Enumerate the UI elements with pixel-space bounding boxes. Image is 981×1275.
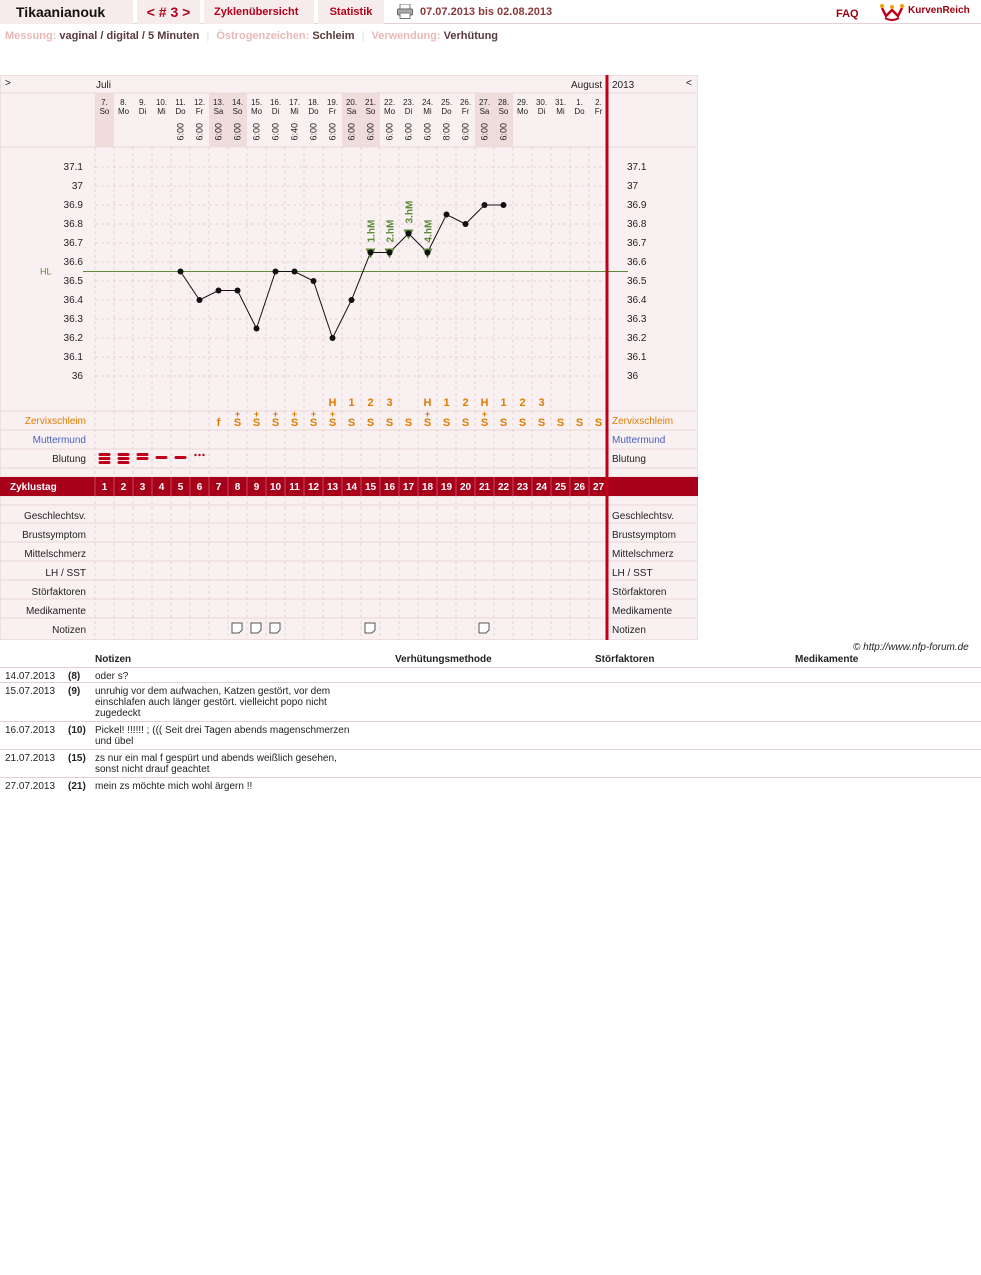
crown-icon <box>880 2 904 22</box>
y-tick-right: 36.3 <box>627 314 647 325</box>
note-text: mein zs möchte mich wohl ärgern !! <box>95 781 253 792</box>
weekday: Mi <box>290 107 299 116</box>
use-value: Verhütung <box>443 30 499 42</box>
day-number: 11. <box>175 98 186 107</box>
mucus-symbol: S <box>385 417 394 429</box>
measure-time: 6:00 <box>213 123 224 141</box>
day-number: 9. <box>139 98 146 107</box>
bleeding-mark <box>156 456 168 459</box>
temperature-point[interactable] <box>292 269 298 275</box>
mucus-symbol: S <box>271 417 280 429</box>
day-number: 13. <box>212 98 225 107</box>
settings-info: Messung: vaginal / digital / 5 Minuten | Östrogenzeichen: Schleim | Verwendung: Verhütung <box>5 30 499 42</box>
day-number: 2. <box>595 98 602 107</box>
temperature-point[interactable] <box>501 202 507 208</box>
row-label-notizen: Notizen <box>52 625 86 636</box>
cycle-day-number: 12 <box>307 482 320 493</box>
cycle-day-number: 19 <box>440 482 453 493</box>
y-tick-right: 37 <box>627 181 639 192</box>
bleeding-mark <box>99 457 111 460</box>
measure-time: 6:00 <box>175 123 186 141</box>
weekday: Di <box>537 107 546 116</box>
temperature-point[interactable] <box>330 335 336 341</box>
measure-time: 6:00 <box>498 123 509 141</box>
table-row <box>0 777 981 793</box>
spotting-dot <box>198 454 200 456</box>
cycle-day-number: 27 <box>592 482 605 493</box>
cycle-day-number: 15 <box>364 482 377 493</box>
spotting-dot <box>194 454 196 456</box>
day-number: 24. <box>421 98 434 107</box>
weekday: Di <box>404 107 413 116</box>
day-number: 16. <box>269 98 282 107</box>
cycle-day-number: 26 <box>573 482 586 493</box>
cycle-day-number: 20 <box>459 482 472 493</box>
bleeding-mark <box>175 456 187 459</box>
mucus-symbol: S <box>347 417 356 429</box>
temperature-point[interactable] <box>444 212 450 218</box>
temperature-point[interactable] <box>482 202 488 208</box>
weekday: Do <box>441 107 452 116</box>
weekday: So <box>498 107 509 116</box>
cycles-overview-link[interactable]: Zyklenübersicht <box>204 0 314 24</box>
measure-time: 6:00 <box>270 123 281 141</box>
cycle-day-number: 8 <box>234 482 241 493</box>
weekday: So <box>232 107 243 116</box>
day-number: 20. <box>345 98 358 107</box>
weekday: Di <box>138 107 147 116</box>
y-tick-left: 36.7 <box>63 238 83 249</box>
cervix-count: 1 <box>348 397 355 409</box>
y-tick-right: 37.1 <box>627 162 647 173</box>
mucus-symbol: S <box>423 417 432 429</box>
row-label-medi: Medikamente <box>25 606 86 617</box>
day-number: 18. <box>307 98 320 107</box>
mucus-symbol: S <box>537 417 546 429</box>
note-icon[interactable] <box>251 623 261 633</box>
temperature-point[interactable] <box>197 297 203 303</box>
mucus-plus: + <box>329 409 336 419</box>
bleeding-mark <box>118 457 130 460</box>
y-tick-right: 36.4 <box>627 295 647 306</box>
cycle-day-number: 21 <box>478 482 491 493</box>
mucus-plus: + <box>424 409 431 419</box>
row-label-right-muttermund: Muttermund <box>612 435 666 446</box>
mucus-symbol: S <box>366 417 375 429</box>
weekday: Mi <box>423 107 432 116</box>
note-cycle-day: (15) <box>68 753 86 764</box>
mucus-plus: + <box>272 409 279 419</box>
y-tick-left: 36.4 <box>63 295 83 306</box>
cycle-day-number: 2 <box>120 482 127 493</box>
weekday: Mi <box>556 107 565 116</box>
row-label-mittel: Mittelschmerz <box>24 549 86 560</box>
mucus-symbol: S <box>461 417 470 429</box>
y-tick-left: 36.2 <box>63 333 83 344</box>
cycle-day-number: 18 <box>421 482 434 493</box>
temperature-point[interactable] <box>425 250 431 256</box>
measure-time: 6:00 <box>251 123 262 141</box>
cervix-count: 1 <box>500 397 507 409</box>
row-label-stoer: Störfaktoren <box>31 587 86 598</box>
day-number: 17. <box>288 98 301 107</box>
weekday: Do <box>175 107 186 116</box>
row-label-muttermund: Muttermund <box>32 435 86 446</box>
header-disturbances: Störfaktoren <box>595 654 655 665</box>
bleeding-mark <box>118 461 130 464</box>
day-number: 15. <box>250 98 263 107</box>
temperature-point[interactable] <box>368 250 374 256</box>
y-tick-right: 36.9 <box>627 200 647 211</box>
high-mark-label: 2.hM <box>385 219 397 243</box>
note-cycle-day: (8) <box>68 671 81 682</box>
high-mark-label: 4.hM <box>423 219 435 243</box>
spotting-dot <box>202 454 204 456</box>
measure-time: 6:00 <box>308 123 319 141</box>
weekday: Fr <box>195 107 204 116</box>
table-row <box>0 667 981 682</box>
date-range: 07.07.2013 bis 02.08.2013 <box>420 6 553 18</box>
table-row <box>0 721 981 749</box>
measure-time: 6:00 <box>365 123 376 141</box>
mucus-symbol: f <box>216 417 221 429</box>
mucus-symbol: S <box>290 417 299 429</box>
weekday: Do <box>308 107 319 116</box>
temperature-point[interactable] <box>311 278 317 284</box>
high-mark-label: 1.hM <box>366 219 378 243</box>
measure-time: 6:00 <box>232 123 243 141</box>
note-date: 16.07.2013 <box>5 725 56 736</box>
header-method: Verhütungsmethode <box>395 654 492 665</box>
weekday: Fr <box>594 107 603 116</box>
hl-label: HL <box>40 266 52 277</box>
row-label-right-zervix: Zervixschleim <box>612 416 674 427</box>
mucus-symbol: S <box>252 417 261 429</box>
cervix-count: 2 <box>462 397 469 409</box>
header-notes: Notizen <box>95 654 132 665</box>
year-label: 2013 <box>612 80 635 91</box>
logo-text: KurvenReich <box>908 5 970 16</box>
mucus-symbol: S <box>499 417 508 429</box>
y-tick-left: 37.1 <box>63 162 83 173</box>
table-row <box>0 682 981 721</box>
estrogen-label: Östrogenzeichen: <box>216 30 310 42</box>
note-cycle-day: (9) <box>68 686 81 697</box>
day-number: 30. <box>535 98 548 107</box>
y-tick-right: 36.6 <box>627 257 647 268</box>
note-date: 15.07.2013 <box>5 686 56 697</box>
temperature-point[interactable] <box>406 231 412 237</box>
y-tick-right: 36.2 <box>627 333 647 344</box>
day-number: 26. <box>459 98 472 107</box>
bleeding-mark <box>137 457 149 460</box>
printer-icon[interactable] <box>397 4 413 19</box>
note-date: 21.07.2013 <box>5 753 56 764</box>
note-date: 14.07.2013 <box>5 671 56 682</box>
note-cycle-day: (21) <box>68 781 86 792</box>
high-mark-label: 3.hM <box>404 200 416 224</box>
month-end: August <box>571 80 603 91</box>
temperature-point[interactable] <box>387 250 393 256</box>
day-number: 22. <box>383 98 396 107</box>
day-number: 19. <box>326 98 339 107</box>
y-tick-right: 36.1 <box>627 352 647 363</box>
cycle-day-number: 23 <box>516 482 529 493</box>
temperature-point[interactable] <box>349 297 355 303</box>
weekday: Di <box>271 107 280 116</box>
row-label-right-lh: LH / SST <box>612 568 653 579</box>
y-tick-left: 36.1 <box>63 352 83 363</box>
cervix-count: 3 <box>386 397 393 409</box>
note-icon[interactable] <box>232 623 242 633</box>
statistics-link[interactable]: Statistik <box>318 0 384 24</box>
day-number: 12. <box>193 98 206 107</box>
weekday: Sa <box>346 107 357 116</box>
temperature-point[interactable] <box>235 288 241 294</box>
y-tick-left: 36.6 <box>63 257 83 268</box>
mucus-symbol: S <box>233 417 242 429</box>
mucus-symbol: S <box>442 417 451 429</box>
day-number: 31. <box>554 98 567 107</box>
row-label-right-stoer: Störfaktoren <box>612 587 667 598</box>
day-number: 10. <box>155 98 168 107</box>
y-tick-left: 36.5 <box>63 276 83 287</box>
weekday: Mo <box>250 107 263 116</box>
day-number: 28. <box>497 98 510 107</box>
mucus-plus: + <box>234 409 241 419</box>
cycle-day-number: 22 <box>497 482 510 493</box>
mucus-symbol: S <box>594 417 603 429</box>
mucus-symbol: S <box>480 417 489 429</box>
measure-time: 6:00 <box>403 123 414 141</box>
note-icon[interactable] <box>365 623 375 633</box>
row-label-blutung: Blutung <box>52 454 86 465</box>
day-number: 29. <box>516 98 529 107</box>
weekday: Mi <box>157 107 166 116</box>
cycle-day-label: Zyklustag <box>10 482 57 493</box>
note-text: unruhig vor dem aufwachen, Katzen gestört, vor dem einschlafen auch länger gestört. vielleicht popo nicht zugedeckt <box>95 686 331 719</box>
day-number: 23. <box>402 98 415 107</box>
cycle-day-number: 14 <box>345 482 358 493</box>
day-number: 1. <box>576 98 583 107</box>
cycle-day-number: 25 <box>554 482 567 493</box>
y-tick-right: 36 <box>627 371 639 382</box>
weekday: Fr <box>461 107 470 116</box>
cycle-day-number: 24 <box>535 482 548 493</box>
weekday: Fr <box>328 107 337 116</box>
mucus-symbol: S <box>404 417 413 429</box>
weekday: Mo <box>383 107 396 116</box>
cycle-day-number: 16 <box>383 482 396 493</box>
mucus-symbol: S <box>518 417 527 429</box>
cervix-count: H <box>423 397 432 409</box>
y-tick-left: 36.8 <box>63 219 83 230</box>
weekday: So <box>99 107 110 116</box>
cervix-count: H <box>328 397 337 409</box>
cervix-count: 3 <box>538 397 545 409</box>
note-icon[interactable] <box>479 623 489 633</box>
weekday: Sa <box>479 107 490 116</box>
estrogen-value: Schleim <box>312 30 355 42</box>
cervix-count: H <box>480 397 489 409</box>
use-label: Verwendung: <box>371 30 441 42</box>
temperature-point[interactable] <box>178 269 184 275</box>
row-label-right-mittel: Mittelschmerz <box>612 549 674 560</box>
note-text: oder s? <box>95 671 129 682</box>
measure-time: 6:00 <box>460 123 471 141</box>
row-label-right-sex: Geschlechtsv. <box>612 511 675 522</box>
cycle-day-number: 4 <box>158 482 165 493</box>
y-tick-right: 36.8 <box>627 219 647 230</box>
day-number: 21. <box>364 98 377 107</box>
mucus-plus: + <box>291 409 298 419</box>
weekday: Mo <box>516 107 529 116</box>
row-label-right-brust: Brustsymptom <box>612 530 676 541</box>
y-tick-left: 36.9 <box>63 200 83 211</box>
note-date: 27.07.2013 <box>5 781 56 792</box>
mucus-plus: + <box>253 409 260 419</box>
measure-time: 6:00 <box>346 123 357 141</box>
temperature-point[interactable] <box>254 326 260 332</box>
y-tick-left: 37 <box>71 181 83 192</box>
y-tick-right: 36.5 <box>627 276 647 287</box>
measure-time: 6:00 <box>384 123 395 141</box>
cycle-day-number: 9 <box>253 482 260 493</box>
bleeding-mark <box>118 453 130 456</box>
measure-time: 8:00 <box>441 123 452 141</box>
mucus-plus: + <box>481 409 488 419</box>
mucus-plus: + <box>310 409 317 419</box>
weekday: Mo <box>117 107 130 116</box>
row-label-right-notizen: Notizen <box>612 625 646 636</box>
bleeding-mark <box>99 461 111 464</box>
weekday: Do <box>574 107 585 116</box>
weekday: Sa <box>213 107 224 116</box>
temperature-point[interactable] <box>273 269 279 275</box>
bleeding-mark <box>137 453 149 456</box>
cycle-day-number: 11 <box>289 482 300 493</box>
cycle-day-number: 3 <box>139 482 146 493</box>
measure-time: 6:00 <box>479 123 490 141</box>
cycle-chart <box>0 75 698 640</box>
bleeding-mark <box>99 453 111 456</box>
row-label-brust: Brustsymptom <box>22 530 86 541</box>
measure-value: vaginal / digital / 5 Minuten <box>59 30 200 42</box>
cycle-day-number: 13 <box>326 482 339 493</box>
note-icon[interactable] <box>270 623 280 633</box>
cycle-day-number: 1 <box>101 482 108 493</box>
mucus-symbol: S <box>328 417 337 429</box>
day-number: 8. <box>120 98 127 107</box>
row-label-sex: Geschlechtsv. <box>23 511 86 522</box>
header-medication: Medikamente <box>795 654 859 665</box>
cycle-day-number: 17 <box>402 482 415 493</box>
cycle-day-number: 6 <box>196 482 203 493</box>
table-row <box>0 749 981 777</box>
measure-time: 6:40 <box>289 123 300 141</box>
day-number: 14. <box>231 98 244 107</box>
month-start: Juli <box>96 80 112 91</box>
cervix-count: 2 <box>519 397 526 409</box>
note-text: zs nur ein mal f gespürt und abends weißlich gesehen, sonst nicht drauf geachtet <box>95 753 337 775</box>
user-name: Tikaanianouk <box>0 0 133 24</box>
chart-nav-left: > <box>5 78 11 89</box>
measure-time: 6:00 <box>327 123 338 141</box>
temperature-point[interactable] <box>216 288 222 294</box>
measure-label: Messung: <box>5 30 57 42</box>
row-label-right-blutung: Blutung <box>612 454 646 465</box>
day-number: 7. <box>101 98 108 107</box>
top-bar <box>0 0 981 24</box>
faq-link[interactable]: FAQ <box>836 8 859 20</box>
measure-time: 6:00 <box>194 123 205 141</box>
y-tick-left: 36 <box>71 371 83 382</box>
note-text: Pickel! !!!!!! ; ((( Seit drei Tagen abends magenschmerzen und übel <box>95 725 350 747</box>
day-number: 25. <box>440 98 453 107</box>
mucus-symbol: S <box>556 417 565 429</box>
temperature-point[interactable] <box>463 221 469 227</box>
weekday: So <box>365 107 376 116</box>
cycle-day-number: 5 <box>177 482 184 493</box>
mucus-symbol: S <box>575 417 584 429</box>
cervix-count: 2 <box>367 397 374 409</box>
note-cycle-day: (10) <box>68 725 86 736</box>
chart-nav-right: < <box>686 78 692 89</box>
y-tick-right: 36.7 <box>627 238 647 249</box>
row-label-right-medi: Medikamente <box>612 606 673 617</box>
y-tick-left: 36.3 <box>63 314 83 325</box>
cycle-navigation[interactable]: < # 3 > <box>137 0 200 24</box>
copyright: © http://www.nfp-forum.de <box>853 642 969 653</box>
cycle-day-number: 7 <box>215 482 222 493</box>
logo[interactable] <box>880 2 980 22</box>
day-number: 27. <box>478 98 491 107</box>
mucus-symbol: S <box>309 417 318 429</box>
row-label-zervix: Zervixschleim <box>24 416 86 427</box>
row-label-lh: LH / SST <box>45 568 86 579</box>
cycle-day-number: 10 <box>269 482 282 493</box>
measure-time: 6:00 <box>422 123 433 141</box>
cervix-count: 1 <box>443 397 450 409</box>
